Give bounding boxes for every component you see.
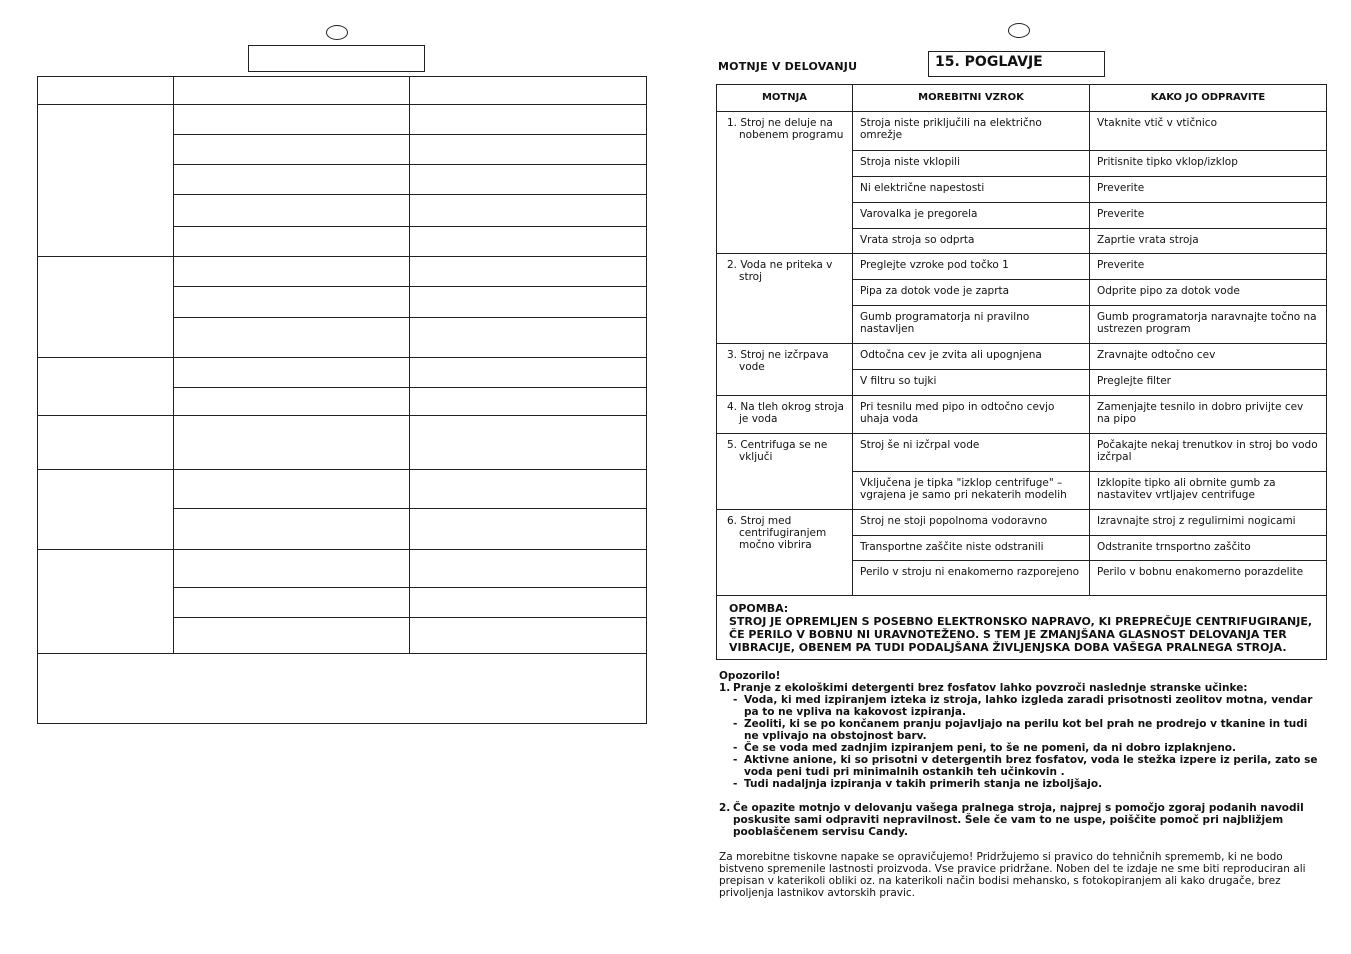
header-fault: MOTNJA — [717, 85, 853, 112]
fault-cell: 1. Stroj ne deluje na nobenem programu — [717, 112, 853, 254]
warning-item-1 — [719, 682, 1324, 694]
cause-cell: Preglejte vzroke pod točko 1 — [853, 254, 1090, 280]
fix-cell: Pritisnite tipko vklop/izklop — [1090, 151, 1327, 177]
table-row — [38, 105, 647, 135]
fix-cell: Izklopite tipko ali obrnite gumb za nastavitev vrtljajev centrifuge — [1090, 472, 1327, 510]
fix-cell: Izravnajte stroj z regulirnimi nogicami — [1090, 510, 1327, 536]
fault-cell: 6. Stroj med centrifugiranjem močno vibrira — [717, 510, 853, 596]
fix-cell: Perilo v bobnu enakomerno porazdelite — [1090, 561, 1327, 596]
chapter-title: 15. POGLAVJE — [928, 51, 1105, 77]
fault-cell: 4. Na tleh okrog stroja je voda — [717, 396, 853, 434]
cause-cell: Ni električne napestosti — [853, 177, 1090, 203]
fix-cell: Odprite pipo za dotok vode — [1090, 280, 1327, 306]
page-number-oval-left — [326, 25, 348, 40]
table-row — [38, 416, 647, 470]
table-row — [38, 470, 647, 509]
cause-cell: Pri tesnilu med pipo in odtočno cevjo uhaja voda — [853, 396, 1090, 434]
table-row — [38, 550, 647, 588]
fix-cell: Preverite — [1090, 254, 1327, 280]
cause-cell: Transportne zaščite niste odstranili — [853, 536, 1090, 561]
warning-label: Opozorilo! — [719, 670, 781, 682]
fix-cell: Preverite — [1090, 203, 1327, 229]
warning-subitem: - Aktivne anione, ki so prisotni v detergentih brez fosfatov, voda le stežka izpere iz perila, zato se voda peni tudi pri minimalnih ostankih teh učinkovin . — [733, 754, 1318, 778]
page-number-oval-right — [1008, 23, 1030, 38]
note-text: STROJ JE OPREMLJEN S POSEBNO ELEKTRONSKO NAPRAVO, KI PREPREČUJE CENTRIFUGIRANJE, ČE PERILO V BOBNU NI URAVNOTEŽENO. S TEM JE ZMANJŠANA GLASNOST DELOVANJA TER VIBRACIJE, OBENEM PA TUDI PODALJŠANA ŽIVLJENJSKA DOBA VAŠEGA PRALNEGA STROJA. — [729, 615, 1313, 654]
table-row — [717, 254, 1327, 280]
warning-subitem: - Tudi nadaljnja izpiranja v takih primerih stanja ne izboljšajo. — [733, 778, 1103, 790]
table-row — [717, 112, 1327, 151]
disclaimer-text: Za morebitne tiskovne napake se opravičujemo! Pridržujemo si pravico do tehničnih sprememb, ki ne bodo bistveno spremenile lastnosti proizvoda. Vse pravice pridržane. Noben del te izdaje ne sme biti reproduciran ali prepisan v katerikoli obliki oz. na katerikoli način bodisi mehansko, s fotokopiranjem ali kako drugače, brez privoljenja lastnikov avtorskih pravic. — [719, 851, 1306, 899]
fix-cell: Zamenjajte tesnilo in dobro privijte cev na pipo — [1090, 396, 1327, 434]
note-row — [717, 596, 1327, 660]
note-label: OPOMBA: — [729, 602, 789, 615]
warning-subitem-text: Aktivne anione, ki so prisotni v detergentih brez fosfatov, voda le stežka izpere iz perila, zato se voda peni tudi pri minimalnih ostankih teh učinkovin . — [744, 754, 1318, 778]
warning-subitem-text: Voda, ki med izpiranjem izteka iz stroja, lahko izgleda zaradi prisotnosti zeolitov motna, vendar pa to ne vpliva na kakovost izpiranja. — [744, 694, 1313, 718]
cause-cell: Vrata stroja so odprta — [853, 229, 1090, 254]
fault-cell: 3. Stroj ne izčrpava vode — [717, 344, 853, 396]
warning-subitem: - Če se voda med zadnjim izpiranjem peni, to še ne pomeni, da ni dobro izplaknjeno. — [733, 742, 1237, 754]
fault-cell: 2. Voda ne priteka v stroj — [717, 254, 853, 344]
table-row — [717, 434, 1327, 472]
note-cell — [717, 596, 1327, 660]
header-cause: MOREBITNI VZROK — [853, 85, 1090, 112]
cause-cell: Vključena je tipka "izklop centrifuge" – vgrajena je samo pri nekaterih modelih — [853, 472, 1090, 510]
cause-cell: Stroja niste priključili na električno omrežje — [853, 112, 1090, 151]
cause-cell: Stroja niste vklopili — [853, 151, 1090, 177]
section-heading: MOTNJE V DELOVANJU — [718, 60, 858, 73]
table-row — [717, 510, 1327, 536]
cause-cell: Varovalka je pregorela — [853, 203, 1090, 229]
warning-subitem-text: Zeoliti, ki se po končanem pranju pojavljajo na perilu kot bel prah ne prodrejo v tkanine in tudi ne vplivajo na obstojnost barv. — [744, 718, 1308, 742]
warning-subitem-text: Tudi nadaljnja izpiranja v takih primerih stanja ne izboljšajo. — [744, 778, 1103, 790]
table-row — [38, 77, 647, 105]
blank-troubleshooting-table — [37, 76, 647, 724]
warning-subitem-text: Če se voda med zadnjim izpiranjem peni, to še ne pomeni, da ni dobro izplaknjeno. — [744, 742, 1237, 754]
cause-cell: Odtočna cev je zvita ali upognjena — [853, 344, 1090, 370]
fix-cell: Odstranite trnsportno zaščito — [1090, 536, 1327, 561]
fix-cell: Preverite — [1090, 177, 1327, 203]
table-row — [717, 396, 1327, 434]
cause-cell: Pipa za dotok vode je zaprta — [853, 280, 1090, 306]
table-row — [38, 257, 647, 287]
fix-cell: Vtaknite vtič v vtičnico — [1090, 112, 1327, 151]
warning-item-number: 1. — [719, 682, 731, 694]
fix-cell: Zaprtie vrata stroja — [1090, 229, 1327, 254]
cause-cell: V filtru so tujki — [853, 370, 1090, 396]
warning-block — [719, 670, 1324, 838]
fix-cell: Zravnajte odtočno cev — [1090, 344, 1327, 370]
warning-item-text: Pranje z ekološkimi detergenti brez fosfatov lahko povzroči naslednje stranske učinke: — [733, 682, 1248, 694]
header-fix: KAKO JO ODPRAVITE — [1090, 85, 1327, 112]
table-row — [38, 358, 647, 388]
warning-subitem: - Zeoliti, ki se po končanem pranju pojavljajo na perilu kot bel prah ne prodrejo v tkanine in tudi ne vplivajo na obstojnost barv. — [733, 718, 1308, 742]
fix-cell: Počakajte nekaj trenutkov in stroj bo vodo izčrpal — [1090, 434, 1327, 472]
cause-cell: Stroj še ni izčrpal vode — [853, 434, 1090, 472]
cause-cell: Perilo v stroju ni enakomerno razporejeno — [853, 561, 1090, 596]
table-header-row — [717, 85, 1327, 112]
chapter-title-box-left — [248, 45, 425, 72]
warning-item-number: 2. — [719, 802, 731, 814]
table-row — [38, 654, 647, 724]
table-row — [717, 344, 1327, 370]
fault-cell: 5. Centrifuga se ne vključi — [717, 434, 853, 510]
warning-item-text: Če opazite motnjo v delovanju vašega pralnega stroja, najprej s pomočjo zgoraj podanih navodil poskusite sami odpraviti nepravilnost. Šele če vam to ne uspe, poiščite pomoč pri najbližjem pooblaščenem servisu Candy. — [733, 802, 1304, 838]
cause-cell: Stroj ne stoji popolnoma vodoravno — [853, 510, 1090, 536]
fix-cell: Gumb programatorja naravnajte točno na ustrezen program — [1090, 306, 1327, 344]
cause-cell: Gumb programatorja ni pravilno nastavljen — [853, 306, 1090, 344]
warning-subitem: - Voda, ki med izpiranjem izteka iz stroja, lahko izgleda zaradi prisotnosti zeolitov motna, vendar pa to ne vpliva na kakovost izpiranja. — [733, 694, 1313, 718]
warning-item-2 — [719, 802, 1324, 838]
troubleshooting-table — [716, 84, 1327, 660]
fix-cell: Preglejte filter — [1090, 370, 1327, 396]
